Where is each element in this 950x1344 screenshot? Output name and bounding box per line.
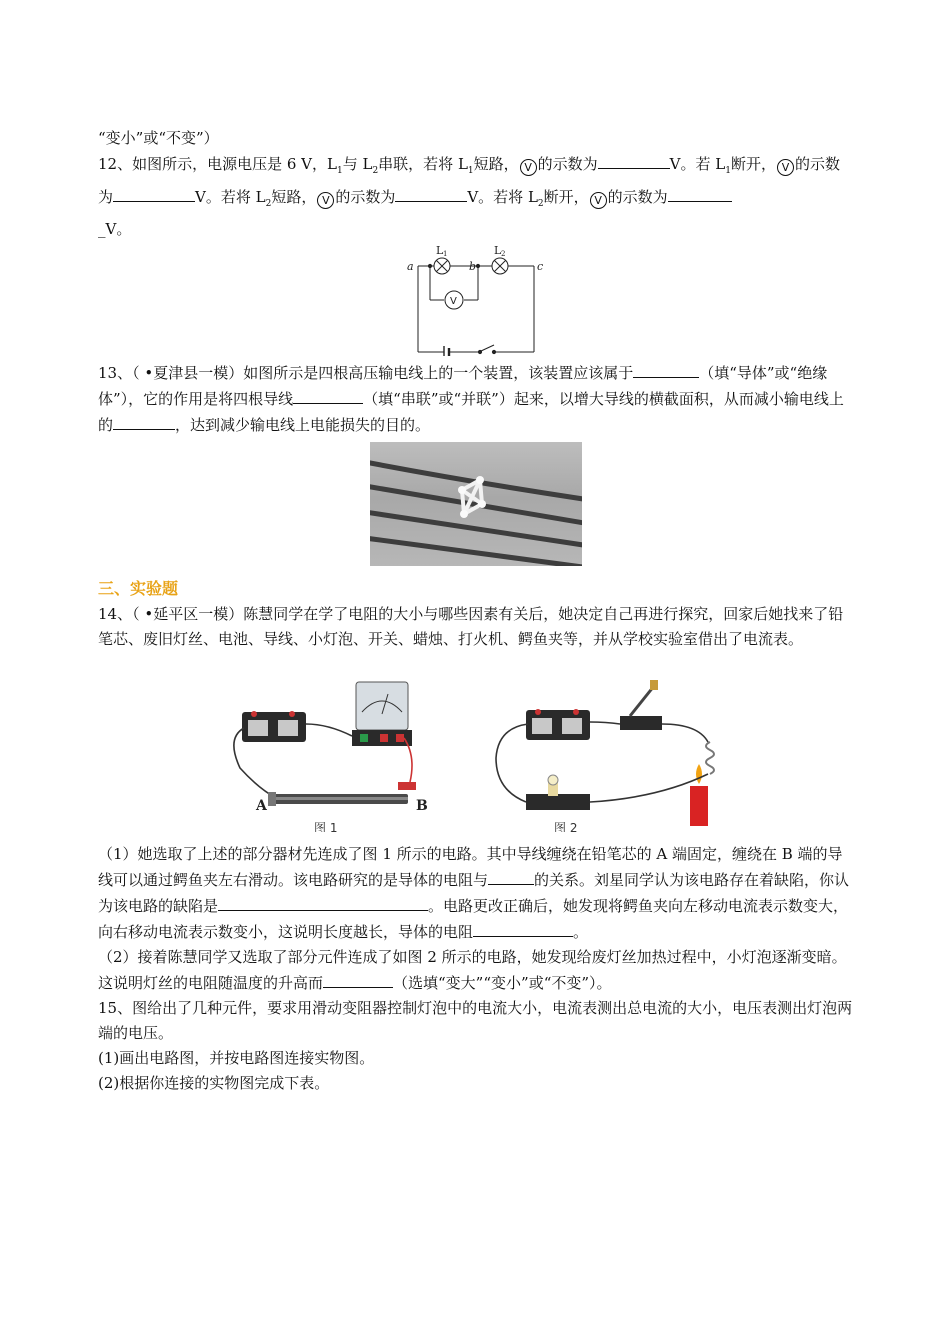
answer-blank[interactable] — [293, 386, 363, 404]
question-15-item-2: (2)根据你连接的实物图完成下表。 — [98, 1074, 330, 1092]
experiment-figures — [98, 658, 854, 832]
circuit-diagram-figure — [98, 246, 854, 356]
answer-blank[interactable] — [473, 919, 573, 937]
answer-blank[interactable] — [113, 184, 195, 202]
answer-blank[interactable] — [113, 412, 175, 430]
answer-blank[interactable] — [488, 867, 534, 885]
question-14-part-1: （1）她选取了上述的部分器材先连成了图 1 所示的电路。其中导线缠绕在铅笔芯的 A 端固定，缠绕在 B 端的导线可以通过鳄鱼夹左右滑动。该电路研究的是导体的电阻与 的关系。刘星同学认为该电路存在着缺陷，你认为该电路的缺陷是 。电路更改正确后，她发现将鳄鱼夹向左移动电流表示数变大，向右移动电流表示数变小，这说明长度越长，导体的电阻 。 — [98, 845, 850, 941]
voltmeter-symbol: V — [590, 192, 607, 209]
answer-blank[interactable] — [218, 893, 428, 911]
answer-blank[interactable] — [633, 360, 699, 378]
question-15: 15、图给出了几种元件，要求用滑动变阻器控制灯泡中的电流大小，电流表测出总电流的大小，电压表测出灯泡两端的电压。 — [98, 999, 853, 1042]
lamp-l1-label: L — [436, 246, 444, 257]
svg-text:1: 1 — [443, 250, 448, 258]
section-title: 三、实验题 — [98, 579, 179, 598]
question-15-item-1: (1)画出电路图，并按电路图连接实物图。 — [98, 1049, 375, 1067]
power-lines-illustration — [370, 442, 582, 566]
answer-blank[interactable] — [598, 151, 670, 169]
end-b-label: B — [416, 798, 428, 814]
question-12: 12、如图所示，电源电压是 6 V，$L_1$与 $L_2$串联，若将 $L_1$短路， V 的示数为 V。若 $L_1$断开， V 的示数为 V。若将 $L_2$短路， V 的示数为 V。若将 $L_2$断开， V 的示数为 _V。 — [98, 151, 854, 242]
spacer-photo-figure — [98, 442, 854, 566]
svg-text:2: 2 — [501, 250, 506, 258]
node-b-label: b — [469, 260, 477, 273]
figure-1 — [234, 682, 428, 832]
voltmeter-symbol: V — [777, 159, 794, 176]
node-c-label: c — [537, 260, 544, 273]
lamp-l2-label: L — [494, 246, 502, 257]
page-content — [98, 126, 854, 1096]
experiment-illustration — [98, 658, 854, 832]
answer-blank[interactable] — [668, 184, 732, 202]
node-a-label: a — [407, 260, 414, 273]
voltmeter-symbol: V — [520, 159, 537, 176]
question-13: 13、（ •夏津县一模）如图所示是四根高压输电线上的一个装置，该装置应该属于 （填“导体”或“绝缘体”），它的作用是将四根导线 （填“串联”或“并联”）起来，以增大导线的横截面积，从而减小输电线上的 ，达到减少输电线上电能损失的目的。 — [98, 360, 854, 438]
question-14-intro: 14、（ •延平区一模）陈慧同学在学了电阻的大小与哪些因素有关后，她决定自己再进行探究，回家后她找来了铅笔芯、废旧灯丝、电池、导线、小灯泡、开关、蜡烛、打火机、鳄鱼夹等，并从学校实验室借出了电流表。 — [98, 605, 844, 648]
answer-blank[interactable] — [323, 970, 393, 988]
circuit-diagram — [406, 246, 546, 356]
question-14-part-2: （2）接着陈慧同学又选取了部分元件连成了如图 2 所示的电路，她发现给废灯丝加热过程中，小灯泡逐渐变暗。这说明灯丝的电阻随温度的升高而 （选填“变大”“变小”或“不变”）。 — [98, 948, 847, 992]
answer-blank[interactable] — [395, 184, 467, 202]
figure-1-caption: 图 1 — [314, 821, 338, 832]
q11-tail: “变小”或“不变”） — [98, 129, 219, 147]
figure-2 — [496, 680, 714, 832]
voltmeter-label: V — [450, 296, 457, 307]
figure-2-caption: 图 2 — [554, 821, 578, 832]
power-line-spacer-photo — [370, 442, 582, 566]
voltmeter-symbol: V — [317, 192, 334, 209]
end-a-label: A — [256, 798, 267, 814]
